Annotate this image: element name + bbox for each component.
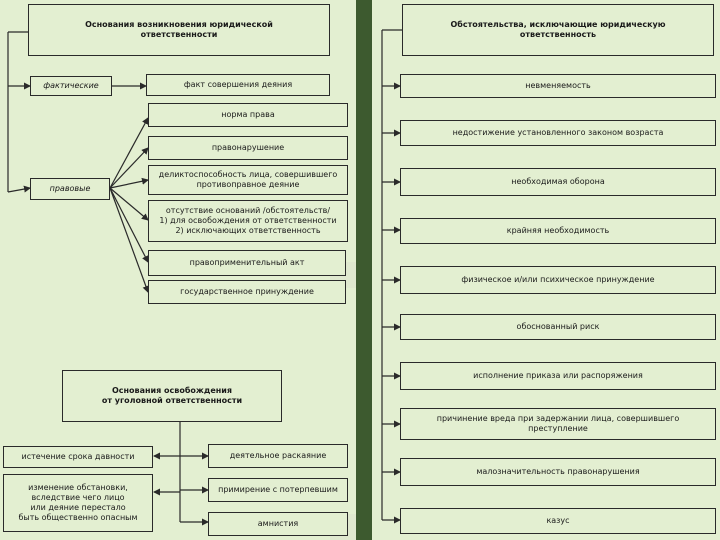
release-left-text: истечение срока давности (21, 452, 135, 461)
factual-label: фактические (43, 81, 99, 90)
release-right-box (208, 512, 348, 536)
exclusion-item-text: обоснованный риск (516, 322, 600, 331)
exclusion-item-text: невменяемость (525, 81, 591, 90)
legal-item-text: государственное принуждение (180, 287, 314, 296)
left-title-box (28, 4, 330, 56)
legal-item-text: отсутствие оснований /обстоятельств/ 1) для освобождения от ответственности 2) исключающих ответственность (159, 206, 337, 235)
left-title: Основания возникновения юридической ответственности (85, 20, 273, 39)
arrow (110, 118, 148, 188)
legal-item-box (148, 136, 348, 160)
exclusion-item-box (400, 458, 716, 486)
legal-item-text: норма права (221, 110, 275, 119)
exclusion-item-box (400, 314, 716, 340)
exclusion-item-text: исполнение приказа или распоряжения (473, 371, 643, 380)
legal-item-box (148, 200, 348, 242)
exclusion-item-box (400, 266, 716, 294)
exclusion-item-box (400, 168, 716, 196)
exclusion-item-text: необходимая оборона (511, 177, 605, 186)
exclusion-item-box (400, 218, 716, 244)
legal-item-box (148, 165, 348, 195)
right-title-box (402, 4, 714, 56)
exclusion-item-text: крайняя необходимость (506, 226, 610, 235)
arrow (110, 188, 148, 262)
release-right-text: примирение с потерпевшим (218, 485, 338, 494)
release-right-box (208, 478, 348, 502)
legal-item-box (148, 103, 348, 127)
legal-item-text: правоприменительный акт (189, 258, 305, 267)
legal-item-text: деликтоспособность лица, совершившего противоправное деяние (158, 170, 338, 189)
release-left-text: изменение обстановки, вследствие чего лицо или деяние перестало быть общественно опасным (18, 483, 138, 522)
release-title-box (62, 370, 282, 422)
legal-item-box (148, 250, 346, 276)
exclusion-item-text: недостижение установленного законом возраста (452, 128, 664, 137)
exclusion-item-box (400, 408, 716, 440)
exclusion-item-box (400, 362, 716, 390)
factual-item-text: факт совершения деяния (183, 80, 293, 89)
legal-label: правовые (49, 184, 91, 193)
release-left-box (3, 446, 153, 468)
legal-item-box (148, 280, 346, 304)
exclusion-item-box (400, 508, 716, 534)
legal-item-text: правонарушение (211, 143, 285, 152)
exclusion-item-text: причинение вреда при задержании лица, совершившего преступление (436, 414, 680, 433)
exclusion-item-text: малозначительность правонарушения (476, 467, 640, 476)
exclusion-item-text: физическое и/или психическое принуждение (461, 275, 655, 284)
release-left-box (3, 474, 153, 532)
release-right-text: деятельное раскаяние (229, 451, 327, 460)
legal-label-box (30, 178, 110, 200)
release-title: Основания освобождения от уголовной ответственности (101, 386, 243, 405)
exclusion-item-text: казус (546, 516, 570, 525)
exclusion-item-box (400, 74, 716, 98)
exclusion-item-box (400, 120, 716, 146)
factual-label-box (30, 76, 112, 96)
right-title: Обстоятельства, исключающие юридическую ответственность (450, 20, 666, 39)
factual-item-box (146, 74, 330, 96)
release-right-box (208, 444, 348, 468)
arrow (8, 188, 30, 192)
release-right-text: амнистия (257, 519, 299, 528)
